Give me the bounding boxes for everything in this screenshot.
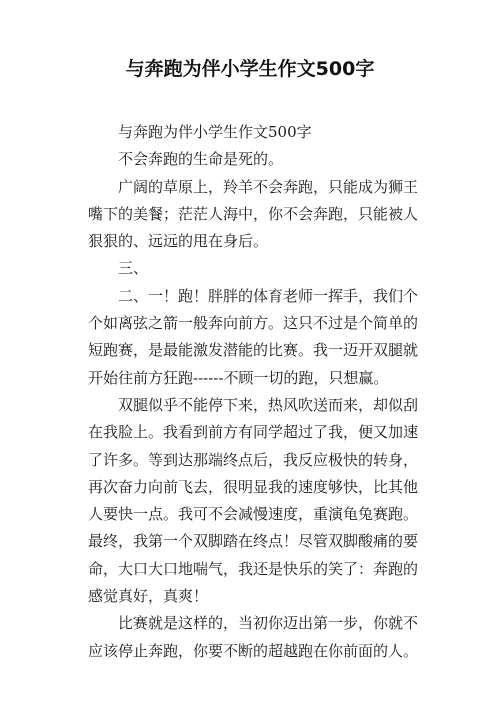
paragraph: 广阔的草原上，羚羊不会奔跑，只能成为狮王嘴下的美餐；茫茫人海中，你不会奔跑，只能被人狠狠的、远远的甩在身后。 — [88, 177, 419, 251]
document-title: 与奔跑为伴小学生作文500字 — [125, 58, 375, 80]
paragraph: 二、一！跑！胖胖的体育老师一挥手，我们个个如离弦之箭一般奔向前方。这只不过是个简单的短跑赛，是最能激发潜能的比赛。我一迈开双腿就开始往前方狂跑------不顾一切的跑，只想赢。 — [88, 286, 419, 387]
paragraph: 与奔跑为伴小学生作文500字 — [118, 123, 312, 141]
paragraph: 双腿似乎不能停下来，热风吹送而来，却似刮在我脸上。我看到前方有同学超过了我，便又加速了许多。等到达那端终点后，我反应极快的转身，再次奋力向前飞去，很明显我的速度够快，比其他人要快一点。我可不会减慢速度，重演龟兔赛跑。最终，我第一个双脚踏在终点！尽管双脚酸痛的要命，大口大口地喘气，我还是快乐的笑了：奔跑的感觉真好，真爽！ — [88, 395, 419, 606]
paragraph: 不会奔跑的生命是死的。 — [118, 150, 284, 169]
paragraph: 比赛就是这样的，当初你迈出第一步，你就不应该停止奔跑，你要不断的超越跑在你前面的人。 — [88, 614, 419, 660]
document-body — [88, 119, 418, 665]
paragraph: 三、 — [118, 259, 149, 278]
